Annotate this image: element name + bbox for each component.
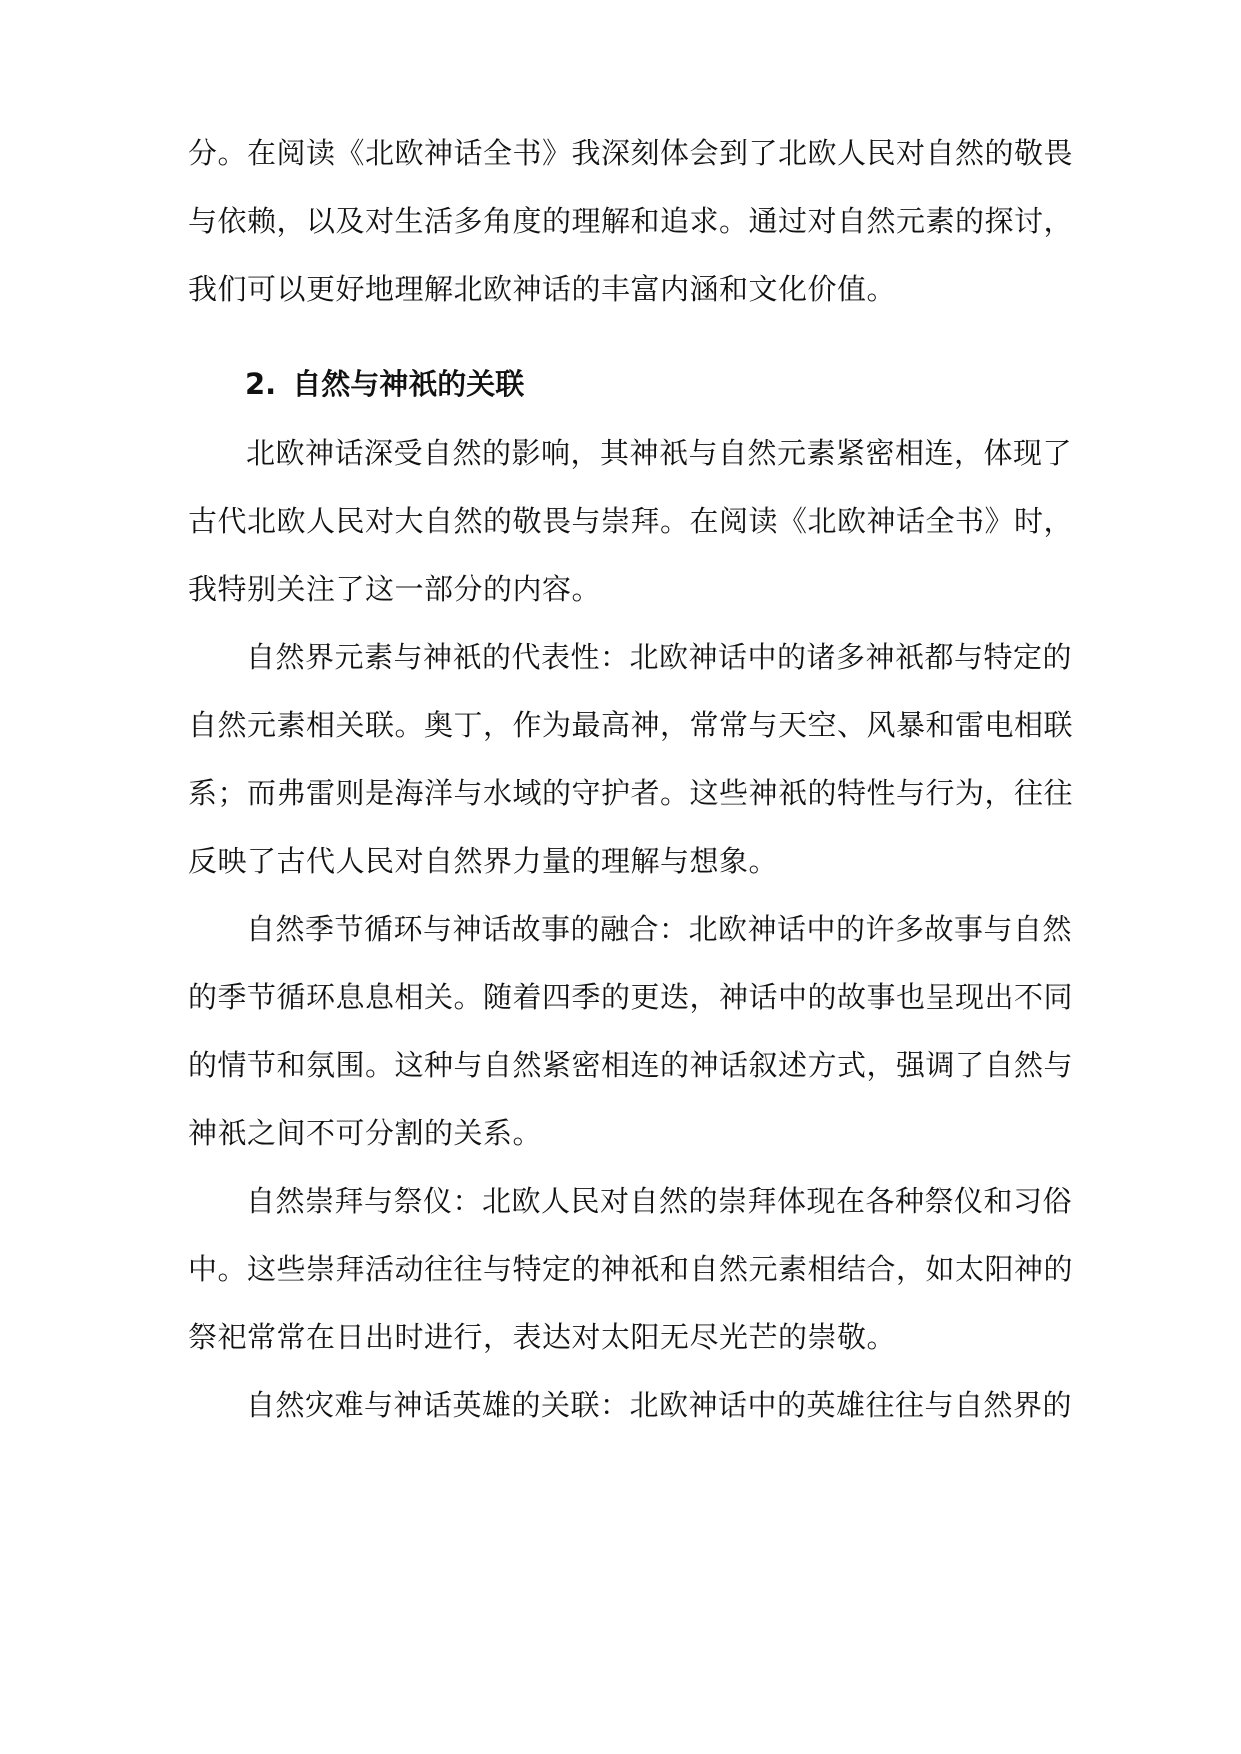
intro-line-2: 与依赖，以及对生活多角度的理解和追求。通过对自然元素的探讨，: [188, 204, 1074, 238]
paragraph-1-line-3: 我特别关注了这一部分的内容。: [188, 572, 602, 606]
paragraph-3-line-1: 自然季节循环与神话故事的融合：北欧神话中的许多故事与自然: [246, 912, 1073, 946]
paragraph-4-line-1: 自然崇拜与祭仪：北欧人民对自然的崇拜体现在各种祭仪和习俗: [246, 1184, 1073, 1218]
paragraph-4-line-3: 祭祀常常在日出时进行，表达对太阳无尽光芒的崇敬。: [188, 1320, 897, 1354]
paragraph-2-line-3: 系；而弗雷则是海洋与水域的守护者。这些神祇的特性与行为，往往: [188, 776, 1074, 810]
intro-line-3: 我们可以更好地理解北欧神话的丰富内涵和文化价值。: [188, 272, 897, 306]
paragraph-2-line-2: 自然元素相关联。奥丁，作为最高神，常常与天空、风暴和雷电相联: [188, 708, 1074, 742]
intro-line-1: 分。在阅读《北欧神话全书》我深刻体会到了北欧人民对自然的敬畏: [188, 136, 1074, 170]
paragraph-5-line-1: 自然灾难与神话英雄的关联：北欧神话中的英雄往往与自然界的: [246, 1388, 1073, 1422]
paragraph-3-line-3: 的情节和氛围。这种与自然紧密相连的神话叙述方式，强调了自然与: [188, 1048, 1074, 1082]
section-number: 2.: [245, 367, 277, 401]
paragraph-3-line-2: 的季节循环息息相关。随着四季的更迭，神话中的故事也呈现出不同: [188, 980, 1074, 1014]
paragraph-4-line-2: 中。这些崇拜活动往往与特定的神祇和自然元素相结合，如太阳神的: [188, 1252, 1074, 1286]
paragraph-1-line-2: 古代北欧人民对大自然的敬畏与崇拜。在阅读《北欧神话全书》时，: [188, 504, 1074, 538]
section-title: 自然与神祇的关联: [292, 367, 525, 401]
paragraph-2-line-4: 反映了古代人民对自然界力量的理解与想象。: [188, 844, 779, 878]
paragraph-3-line-4: 神祇之间不可分割的关系。: [188, 1116, 543, 1150]
paragraph-1-line-1: 北欧神话深受自然的影响，其神祇与自然元素紧密相连，体现了: [246, 436, 1073, 470]
paragraph-2-line-1: 自然界元素与神祇的代表性：北欧神话中的诸多神祇都与特定的: [246, 640, 1073, 674]
section-heading: [245, 364, 1045, 404]
